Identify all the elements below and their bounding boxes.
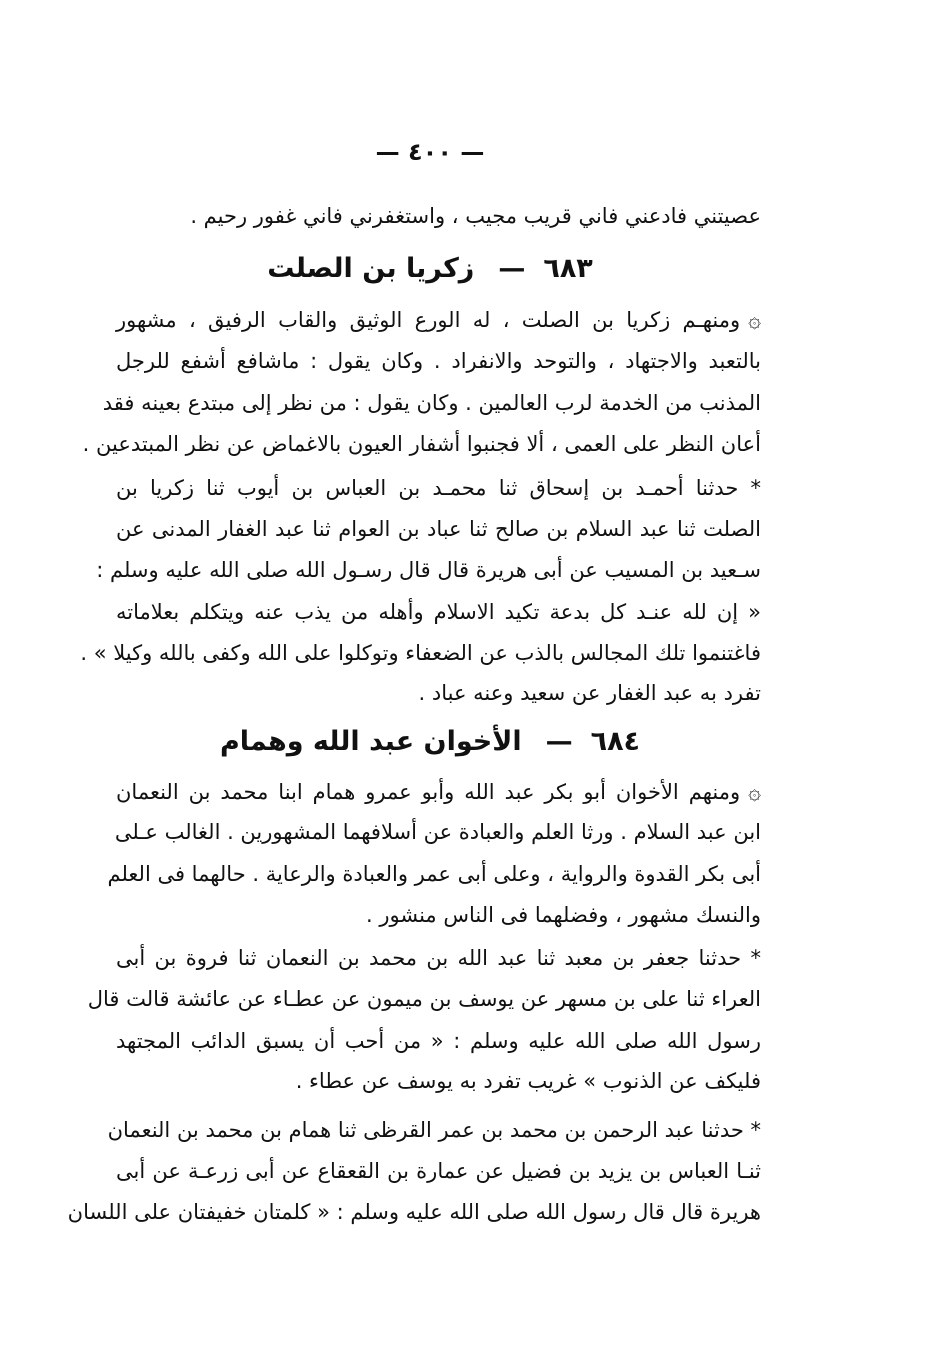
section-heading — [0, 720, 860, 764]
text-line: تفرد به عبد الغفار عن سعيد وعنه عباد . — [418, 681, 761, 705]
text-line: أبى بكر القدوة والرواية ، وعلى أبى عمر والعبادة والرعاية . حالهما فى العلم — [107, 862, 761, 886]
text-line: * حدثنا عبد الرحمن بن محمد بن عمر القرظى ثنا همام بن محمد بن النعمان — [107, 1118, 761, 1142]
text-line: أعان النظر على العمى ، ألا فجنبوا أشفار العيون بالاغماض عن نظر المبتدعين . — [82, 432, 761, 456]
text-line-content: ومنهـم زكريا بن الصلت ، له الورع الوثيق والقاب الرفيق ، مشهور — [116, 308, 741, 332]
ornament-icon: ۞ — [748, 780, 761, 805]
text-line: المذنب من الخدمة لرب العالمين . وكان يقول : من نظر إلى مبتدع بعينه فقد — [102, 391, 761, 415]
text-line: * حدثنا جعفر بن معبد ثنا عبد الله بن محمد بن النعمان ثنا فروة بن أبى — [116, 946, 761, 970]
text-line: ثنـا العباس بن يزيد بن فضيل عن عمارة بن القعقاع عن أبى زرعـة عن أبى — [116, 1159, 761, 1183]
text-line: سـعيد بن المسيب عن أبى هريرة قال قال رسـول الله صلى الله عليه وسلم : — [96, 558, 761, 582]
heading-dash: — — [545, 726, 573, 757]
text-line: * حدثنا أحمـد بن إسحاق ثنا محمـد بن العباس بن أيوب ثنا زكريا بن — [116, 476, 761, 500]
heading-number: ٦٨٣ — [543, 253, 593, 284]
heading-title: الأخوان عبد الله وهمام — [219, 726, 522, 757]
text-line: عصيتني فادعني فاني قريب مجيب ، واستغفرني فاني غفور رحيم . — [190, 204, 761, 228]
text-line-content: ومنهم الأخوان أبو بكر عبد الله وأبو عمرو همام ابنا محمد بن النعمان — [116, 780, 741, 804]
text-line: هريرة قال قال رسول الله صلى الله عليه وسلم : « كلمتان خفيفتان على اللسان — [67, 1200, 761, 1224]
text-line: الصلت ثنا عبد السلام بن صالح ثنا عباد بن العوام ثنا عبد الغفار المدنى عن — [116, 517, 761, 541]
text-line: العراء ثنا على بن مسهر عن يوسف بن ميمون عن عطـاء عن عائشة قالت قال — [87, 987, 761, 1011]
heading-number: ٦٨٤ — [590, 726, 641, 757]
text-line: ابن عبد السلام . ورثا العلم والعبادة عن أسلافهما المشهورين . الغالب عـلى — [114, 820, 761, 844]
page-number: — ٤٠٠ — — [375, 138, 485, 166]
text-line: والنسك مشهور ، وفضلهما فى الناس منشور . — [366, 903, 761, 927]
heading-dash: — — [498, 253, 526, 284]
text-line — [116, 772, 761, 813]
text-line: « إن لله عنـد كل بدعة تكيد الاسلام وأهله من يذب عنه ويتكلم بعلاماته — [116, 600, 761, 624]
text-line: فاغتنموا تلك المجالس بالذب عن الضعفاء وتوكلوا على الله وكفى بالله وكيلا » . — [80, 641, 761, 665]
heading-title: زكريا بن الصلت — [267, 253, 475, 284]
text-line: فليكف عن الذنوب » غريب تفرد به يوسف عن عطاء . — [295, 1069, 761, 1093]
text-line: رسول الله صلى الله عليه وسلم : « من أحب أن يسبق الدائب المجتهد — [116, 1029, 761, 1053]
section-heading — [0, 247, 860, 291]
text-line — [116, 300, 761, 341]
ornament-icon: ۞ — [748, 308, 761, 333]
text-line: بالتعبد والاجتهاد ، والتوحد والانفراد . وكان يقول : ماشافع أشفع للرجل — [116, 349, 761, 373]
